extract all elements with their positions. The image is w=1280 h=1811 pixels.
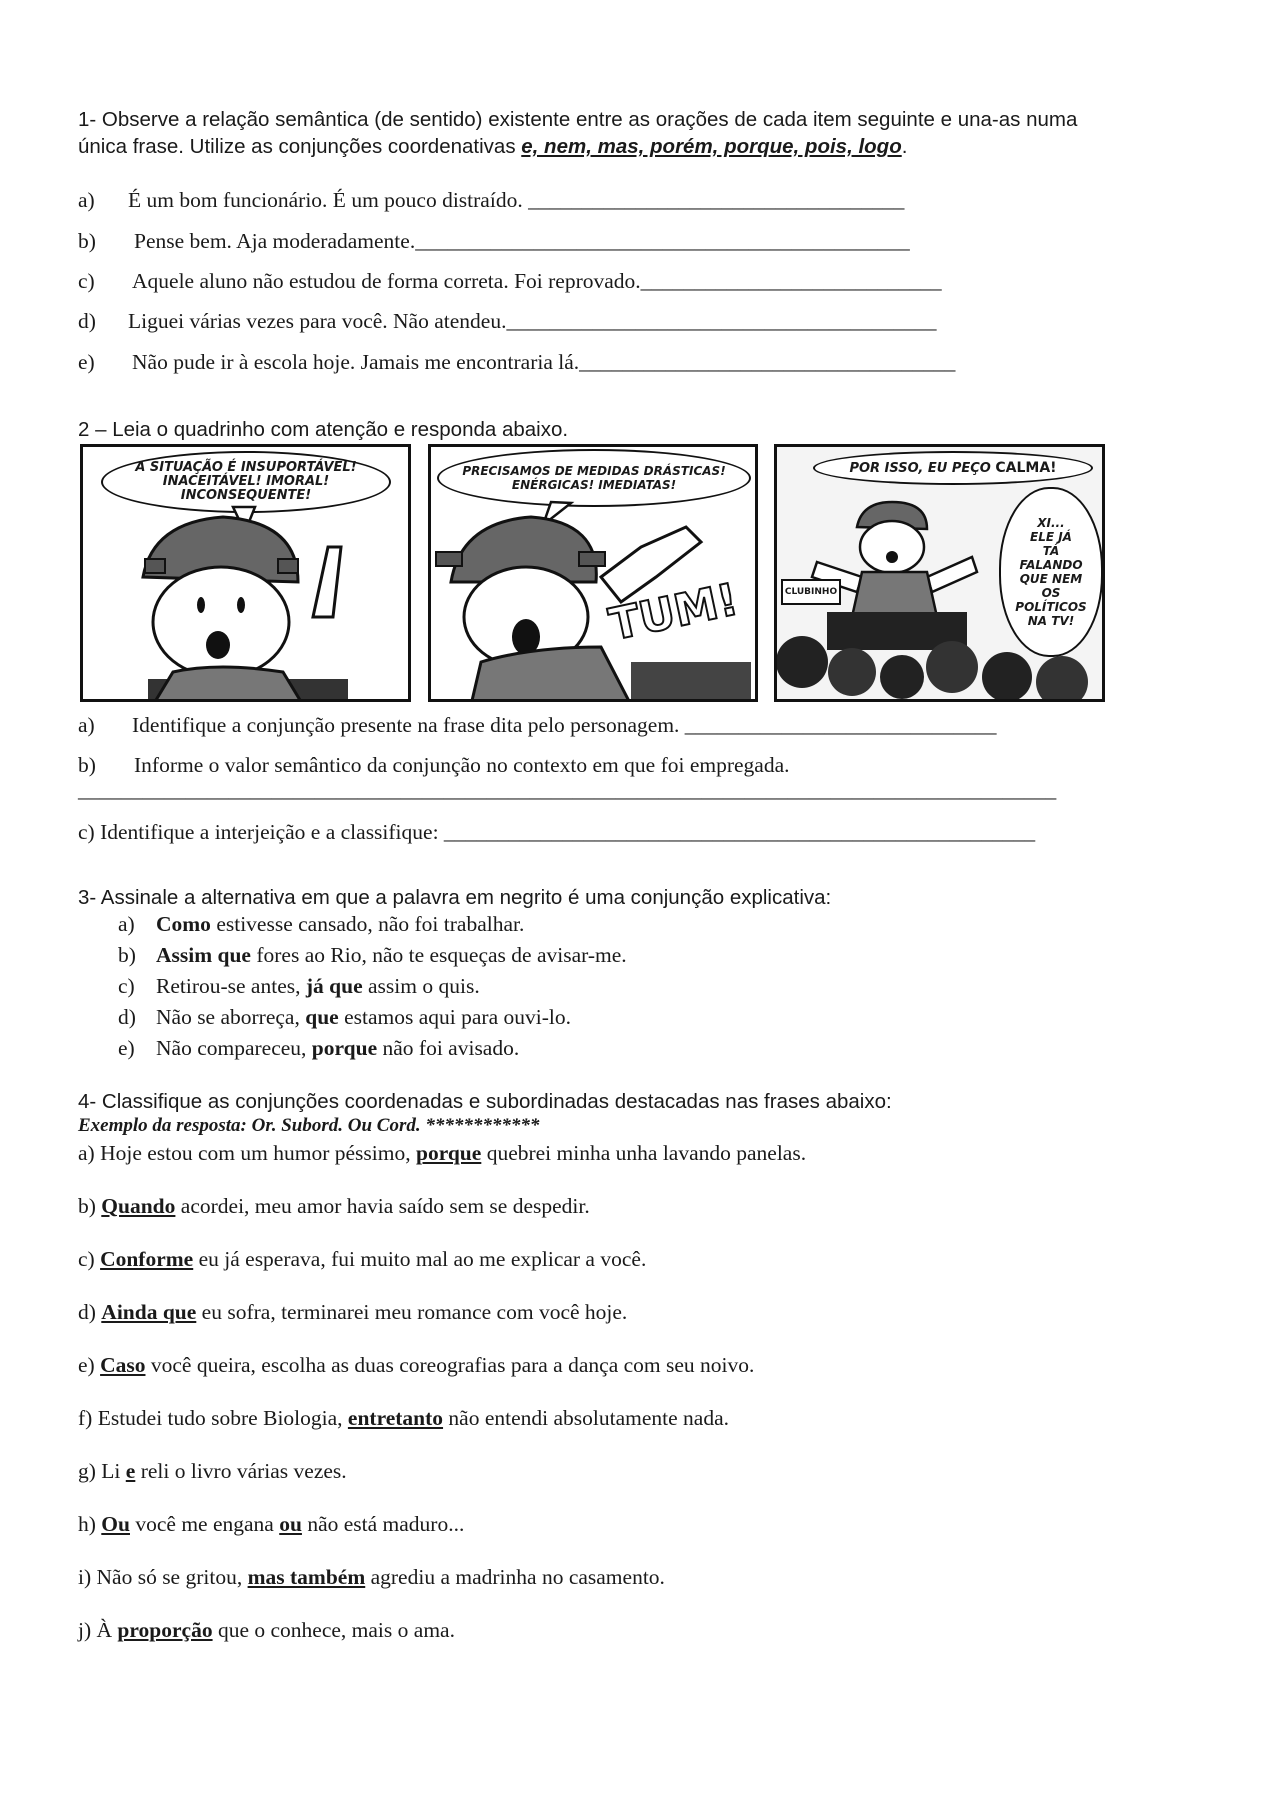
item-text: Identifique a conjunção presente na frase dita pelo personagem. _____________________________: [132, 713, 997, 737]
bold-word: Como: [156, 912, 211, 936]
q2-item-c: c) Identifique a interjeição e a classifique: _______________________________________________________: [78, 820, 1036, 844]
q1-intro-prefix: única frase. Utilize as conjunções coordenativas: [78, 135, 522, 158]
item-text: É um bom funcionário. É um pouco distraído. ___________________________________: [128, 188, 905, 212]
q1-intro-line2: [78, 135, 907, 159]
q3-option-b: b) Assim que fores ao Rio, não te esqueças de avisar-me.: [118, 943, 627, 967]
clubinho-sign: CLUBINHO: [781, 579, 841, 605]
comic-panel-3: [774, 444, 1105, 702]
bold-word: que: [305, 1005, 339, 1029]
option-label: c): [118, 974, 135, 998]
item-label: b): [78, 753, 96, 777]
q3-option-d: d) Não se aborreça, que estamos aqui para ouvi-lo.: [118, 1005, 571, 1029]
highlighted-conjunction: Quando: [101, 1194, 176, 1218]
q4-item-h: h) Ou você me engana ou não está maduro...: [78, 1512, 465, 1536]
q4-item-g: g) Li e reli o livro várias vezes.: [78, 1459, 347, 1483]
highlighted-conjunction: ou: [279, 1512, 302, 1536]
q4-item-j: j) À proporção que o conhece, mais o ama.: [78, 1618, 455, 1642]
q2-intro: 2 – Leia o quadrinho com atenção e responda abaixo.: [78, 418, 569, 441]
q3-option-c: c) Retirou-se antes, já que assim o quis.: [118, 974, 480, 998]
q2-item-a: [78, 713, 997, 738]
option-label: b): [118, 943, 136, 967]
bold-word: porque: [311, 1036, 378, 1060]
q4-item-c: c) Conforme eu já esperava, fui muito mal ao me explicar a você.: [78, 1247, 647, 1271]
item-text: Liguei várias vezes para você. Não atendeu.________________________________________: [128, 309, 937, 333]
q2-item-b: [78, 753, 790, 778]
q1-intro-line1: 1- Observe a relação semântica (de sentido) existente entre as orações de cada item seguinte e una-as numa: [78, 108, 1078, 131]
sound-effect: TUM!: [605, 574, 743, 651]
q4-example: Exemplo da resposta: Or. Subord. Ou Cord. ************: [78, 1115, 540, 1136]
highlighted-conjunction: Ainda que: [101, 1300, 197, 1324]
item-text: Aquele aluno não estudou de forma correta. Foi reprovado.____________________________: [132, 269, 942, 293]
highlighted-conjunction: Conforme: [100, 1247, 194, 1271]
comic-strip: [80, 444, 1105, 702]
q3-intro: 3- Assinale a alternativa em que a palavra em negrito é uma conjunção explicativa:: [78, 886, 832, 909]
bold-word: já que: [305, 974, 363, 998]
reply-bubble: XI... ELE JÁ TÁ FALANDO QUE NEM OS POLÍTICOS NA TV!: [999, 487, 1103, 657]
character-shouting-icon: [431, 447, 758, 702]
q4-item-f: f) Estudei tudo sobre Biologia, entretanto não entendi absolutamente nada.: [78, 1406, 730, 1430]
item-text: Não pude ir à escola hoje. Jamais me encontraria lá.___________________________________: [132, 350, 956, 374]
q1-item-d: [78, 309, 936, 334]
q1-period: .: [901, 135, 908, 158]
q3-option-e: e) Não compareceu, porque não foi avisado.: [118, 1036, 520, 1060]
q4-item-a: a) Hoje estou com um humor péssimo, porque quebrei minha unha lavando panelas.: [78, 1141, 807, 1165]
highlighted-conjunction: e: [125, 1459, 136, 1483]
highlighted-conjunction: entretanto: [347, 1406, 444, 1430]
q1-item-b: [78, 229, 910, 254]
item-label: d): [78, 309, 96, 333]
speech-bubble: A SITUAÇÃO É INSUPORTÁVEL! INACEITÁVEL! IMORAL! INCONSEQUENTE!: [101, 451, 391, 513]
option-label: e): [118, 1036, 135, 1060]
highlighted-conjunction: Ou: [101, 1512, 130, 1536]
item-text: Pense bem. Aja moderadamente.______________________________________________: [134, 229, 910, 253]
option-label: d): [118, 1005, 136, 1029]
item-text: Informe o valor semântico da conjunção no contexto em que foi empregada.: [134, 753, 790, 777]
q4-item-e: e) Caso você queira, escolha as duas coreografias para a dança com seu noivo.: [78, 1353, 755, 1377]
item-label: e): [78, 350, 95, 374]
item-label: a): [78, 713, 95, 737]
bold-word: Assim que: [156, 943, 251, 967]
q1-item-e: [78, 350, 955, 375]
highlighted-conjunction: porque: [415, 1141, 482, 1165]
item-label: a): [78, 188, 95, 212]
comic-panel-1: [80, 444, 411, 702]
character-speaking-icon: [83, 447, 411, 702]
q1-conjunctions: e, nem, mas, porém, porque, pois, logo: [521, 135, 902, 158]
option-label: a): [118, 912, 135, 936]
crowd-scene-icon: [777, 447, 1105, 702]
comic-panel-2: [428, 444, 758, 702]
q2-answer-line: ___________________________________________________________________________________________: [78, 778, 1057, 802]
speech-bubble: PRECISAMOS DE MEDIDAS DRÁSTICAS! ENÉRGICAS! IMEDIATAS!: [437, 449, 751, 507]
q3-option-a: a) Como estivesse cansado, não foi trabalhar.: [118, 912, 525, 936]
highlighted-conjunction: proporção: [117, 1618, 213, 1642]
highlighted-conjunction: Caso: [100, 1353, 146, 1377]
q4-intro: 4- Classifique as conjunções coordenadas e subordinadas destacadas nas frases abaixo:: [78, 1090, 892, 1113]
speech-bubble: POR ISSO, EU PEÇO CALMA!: [813, 451, 1093, 485]
q1-item-a: [78, 188, 904, 213]
q1-item-c: [78, 269, 942, 294]
item-label: b): [78, 229, 96, 253]
q4-item-b: b) Quando acordei, meu amor havia saído sem se despedir.: [78, 1194, 590, 1218]
q4-item-d: d) Ainda que eu sofra, terminarei meu romance com você hoje.: [78, 1300, 628, 1324]
highlighted-conjunction: mas também: [247, 1565, 366, 1589]
item-label: c): [78, 269, 95, 293]
q4-item-i: i) Não só se gritou, mas também agrediu a madrinha no casamento.: [78, 1565, 665, 1589]
